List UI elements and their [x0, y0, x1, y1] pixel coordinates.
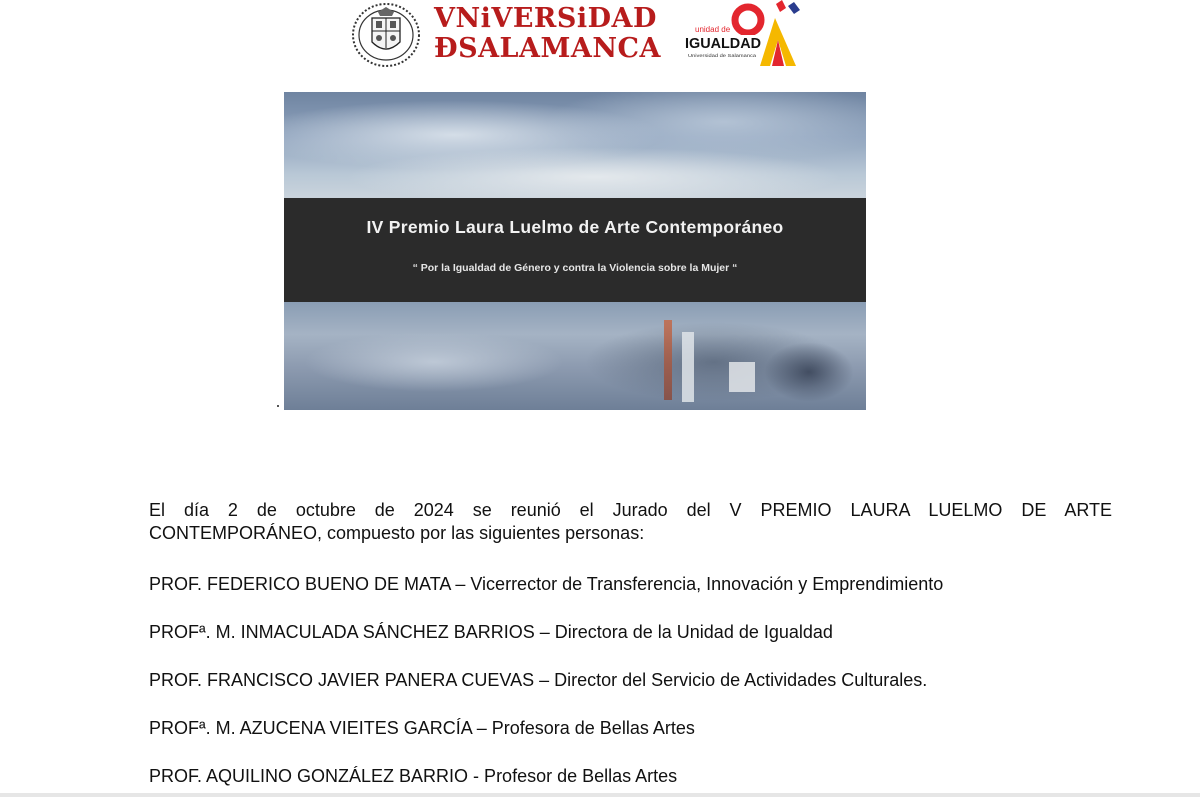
- page-bottom-edge: [0, 793, 1200, 797]
- university-name-line2: ÐSALAMANCA: [434, 33, 661, 64]
- igualdad-sub-text: Universidad de Salamanca: [688, 53, 757, 58]
- jury-member: PROF. FRANCISCO JAVIER PANERA CUEVAS – Director del Servicio de Actividades Culturales.: [149, 670, 928, 690]
- jury-member: PROF. AQUILINO GONZÁLEZ BARRIO - Profesor de Bellas Artes: [149, 766, 678, 786]
- university-name-line1: VNiVERSiDAD: [434, 3, 657, 34]
- jury-member: PROFª. M. AZUCENA VIEITES GARCÍA – Profesora de Bellas Artes: [149, 718, 695, 738]
- jury-member: PROFª. M. INMACULADA SÁNCHEZ BARRIOS – Directora de la Unidad de Igualdad: [149, 622, 833, 642]
- igualdad-main-text: IGUALDAD: [685, 36, 761, 52]
- prize-banner: [284, 92, 866, 410]
- intro-line-2: CONTEMPORÁNEO, compuesto por las siguientes personas:: [149, 523, 645, 543]
- jury-member: PROF. FEDERICO BUENO DE MATA – Vicerrector de Transferencia, Innovación y Emprendimiento: [149, 574, 944, 594]
- igualdad-logo: [680, 0, 815, 68]
- banner-dark-band: [284, 198, 866, 302]
- university-seal-icon: [350, 2, 422, 68]
- university-logo: [350, 2, 661, 68]
- intro-paragraph: [149, 499, 1112, 545]
- igualdad-small-text: unidad de: [695, 25, 731, 34]
- banner-title: IV Premio Laura Luelmo de Arte Contemporáneo: [366, 217, 784, 237]
- intro-line-1: El día 2 de octubre de 2024 se reunió el Jurado del V PREMIO LAURA LUELMO DE ARTE: [149, 500, 1112, 520]
- banner-painting: [284, 302, 866, 410]
- banner-subtitle: “ Por la Igualdad de Género y contra la Violencia sobre la Mujer “: [412, 262, 738, 274]
